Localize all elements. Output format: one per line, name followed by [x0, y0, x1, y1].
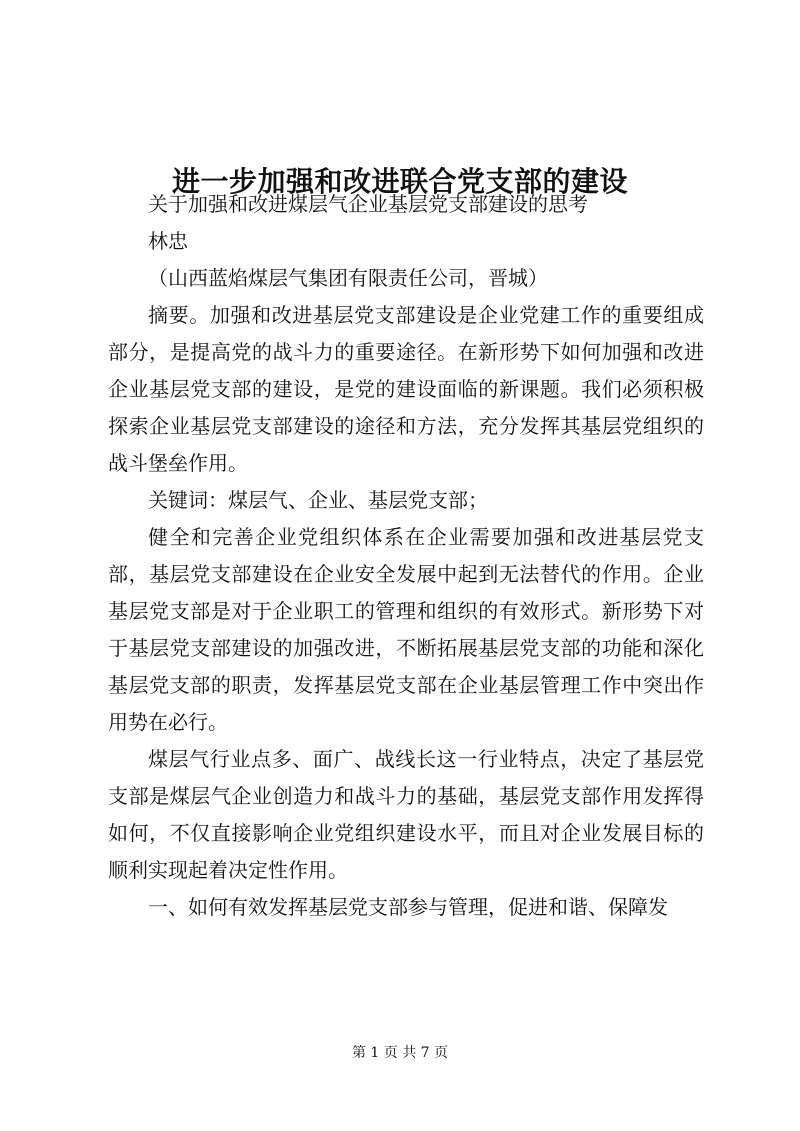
keywords-paragraph: 关键词：煤层气、企业、基层党支部；	[148, 488, 488, 512]
page-number-label: 第 1 页 共 7 页	[351, 1045, 449, 1061]
document-title: 进一步加强和改进联合党支部的建设	[171, 164, 628, 198]
body-paragraph-1: 健全和完善企业党组织体系在企业需要加强和改进基层党支部，基层党支部建设在企业安全发展中起到无法替代的作用。企业基层党支部是对于企业职工的管理和组织的有效形式。新形势下对于基层党支部建设的加强改进，不断拓展基层党支部的功能和深化基层党支部的职责，发挥基层党支部在企业基层管理工作中突出作用势在必行。	[108, 525, 704, 734]
abstract-paragraph: 摘要。加强和改进基层党支部建设是企业党建工作的重要组成部分，是提高党的战斗力的重要途径。在新形势下如何加强和改进企业基层党支部的建设，是党的建设面临的新课题。我们必须积极探索企业基层党支部建设的途径和方法，充分发挥其基层党组织的战斗堡垒作用。	[108, 303, 704, 475]
document-body	[108, 186, 704, 926]
section-heading-1: 一、如何有效发挥基层党支部参与管理，促进和谐、保障发	[148, 895, 668, 919]
author-name: 林忠	[148, 229, 188, 253]
page-footer	[0, 1043, 800, 1063]
author-affiliation: （山西蓝焰煤层气集团有限责任公司，晋城）	[148, 266, 548, 290]
body-paragraph-2: 煤层气行业点多、面广、战线长这一行业特点，决定了基层党支部是煤层气企业创造力和战斗力的基础，基层党支部作用发挥得如何，不仅直接影响企业党组织建设水平，而且对企业发展目标的顺利实现起着决定性作用。	[108, 747, 704, 882]
subtitle: 关于加强和改进煤层气企业基层党支部建设的思考	[148, 192, 588, 216]
